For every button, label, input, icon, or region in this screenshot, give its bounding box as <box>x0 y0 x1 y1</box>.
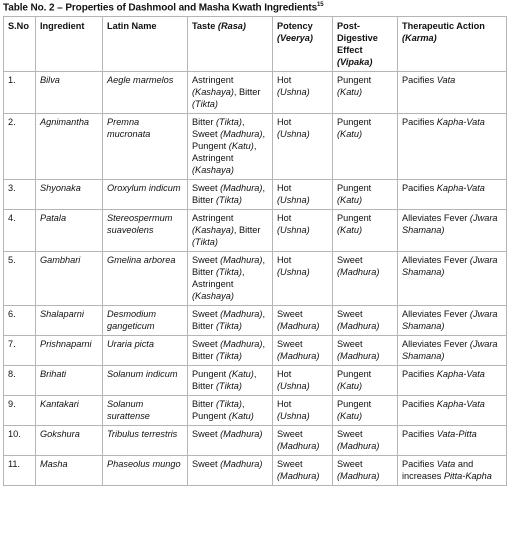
cell-latin-name: Aegle marmelos <box>103 72 188 114</box>
cell-therapeutic-action: Pacifies Vata and increases Pitta-Kapha <box>398 456 507 486</box>
cell-post-digestive: Pungent (Katu) <box>333 396 398 426</box>
cell-therapeutic-action: Alleviates Fever (Jwara Shamana) <box>398 306 507 336</box>
cell-latin-name: Desmodium gangeticum <box>103 306 188 336</box>
cell-potency: Sweet (Madhura) <box>273 306 333 336</box>
cell-post-digestive: Pungent (Katu) <box>333 210 398 252</box>
cell-latin-name: Tribulus terrestris <box>103 426 188 456</box>
cell-post-digestive: Sweet (Madhura) <box>333 456 398 486</box>
cell-therapeutic-action: Pacifies Vata-Pitta <box>398 426 507 456</box>
cell-sno: 7. <box>4 336 36 366</box>
table-row <box>4 306 507 336</box>
cell-latin-name: Premna mucronata <box>103 114 188 180</box>
cell-post-digestive: Sweet (Madhura) <box>333 306 398 336</box>
table-caption <box>3 2 324 13</box>
cell-post-digestive: Sweet (Madhura) <box>333 426 398 456</box>
header-post-digestive: Post-Digestive Effect (Vipaka) <box>333 17 398 72</box>
cell-latin-name: Solanum surattense <box>103 396 188 426</box>
cell-ingredient: Masha <box>36 456 103 486</box>
cell-potency: Sweet (Madhura) <box>273 336 333 366</box>
cell-therapeutic-action: Pacifies Vata <box>398 72 507 114</box>
cell-taste: Astringent (Kashaya), Bitter (Tikta) <box>188 72 273 114</box>
properties-table <box>3 16 507 486</box>
table-row <box>4 180 507 210</box>
cell-therapeutic-action: Alleviates Fever (Jwara Shamana) <box>398 252 507 306</box>
cell-sno: 3. <box>4 180 36 210</box>
table-row <box>4 252 507 306</box>
cell-post-digestive: Pungent (Katu) <box>333 114 398 180</box>
cell-therapeutic-action: Alleviates Fever (Jwara Shamana) <box>398 336 507 366</box>
cell-post-digestive: Pungent (Katu) <box>333 180 398 210</box>
table-row <box>4 336 507 366</box>
header-latin-name: Latin Name <box>103 17 188 72</box>
cell-potency: Hot (Ushna) <box>273 72 333 114</box>
cell-sno: 2. <box>4 114 36 180</box>
cell-therapeutic-action: Pacifies Kapha-Vata <box>398 366 507 396</box>
cell-latin-name: Solanum indicum <box>103 366 188 396</box>
header-potency: Potency (Veerya) <box>273 17 333 72</box>
cell-latin-name: Uraria picta <box>103 336 188 366</box>
cell-taste: Pungent (Katu), Bitter (Tikta) <box>188 366 273 396</box>
cell-taste: Bitter (Tikta), Pungent (Katu) <box>188 396 273 426</box>
cell-ingredient: Bilva <box>36 72 103 114</box>
cell-potency: Hot (Ushna) <box>273 252 333 306</box>
table-row <box>4 456 507 486</box>
header-therapeutic-action: Therapeutic Action (Karma) <box>398 17 507 72</box>
cell-taste: Sweet (Madhura), Bitter (Tikta), Astringent (Kashaya) <box>188 252 273 306</box>
header-taste: Taste (Rasa) <box>188 17 273 72</box>
table-row <box>4 396 507 426</box>
cell-sno: 6. <box>4 306 36 336</box>
cell-ingredient: Gambhari <box>36 252 103 306</box>
cell-potency: Hot (Ushna) <box>273 114 333 180</box>
cell-sno: 5. <box>4 252 36 306</box>
table-row <box>4 72 507 114</box>
table-row <box>4 366 507 396</box>
cell-latin-name: Stereospermum suaveolens <box>103 210 188 252</box>
cell-ingredient: Brihati <box>36 366 103 396</box>
cell-sno: 10. <box>4 426 36 456</box>
cell-taste: Astringent (Kashaya), Bitter (Tikta) <box>188 210 273 252</box>
cell-potency: Hot (Ushna) <box>273 180 333 210</box>
header-ingredient: Ingredient <box>36 17 103 72</box>
cell-ingredient: Gokshura <box>36 426 103 456</box>
header-sno: S.No <box>4 17 36 72</box>
table-row <box>4 114 507 180</box>
caption-text: Table No. 2 – Properties of Dashmool and Masha Kwath Ingredients <box>3 2 318 14</box>
cell-post-digestive: Pungent (Katu) <box>333 72 398 114</box>
table-row <box>4 210 507 252</box>
cell-taste: Bitter (Tikta), Sweet (Madhura), Pungent (Katu), Astringent (Kashaya) <box>188 114 273 180</box>
cell-potency: Hot (Ushna) <box>273 210 333 252</box>
header-row <box>4 17 507 72</box>
cell-potency: Sweet (Madhura) <box>273 456 333 486</box>
cell-therapeutic-action: Pacifies Kapha-Vata <box>398 114 507 180</box>
cell-latin-name: Phaseolus mungo <box>103 456 188 486</box>
cell-taste: Sweet (Madhura), Bitter (Tikta) <box>188 180 273 210</box>
cell-post-digestive: Pungent (Katu) <box>333 366 398 396</box>
cell-post-digestive: Sweet (Madhura) <box>333 252 398 306</box>
cell-sno: 11. <box>4 456 36 486</box>
cell-taste: Sweet (Madhura) <box>188 426 273 456</box>
cell-taste: Sweet (Madhura) <box>188 456 273 486</box>
cell-potency: Sweet (Madhura) <box>273 426 333 456</box>
table-row <box>4 426 507 456</box>
caption-reference: 15 <box>317 2 324 8</box>
cell-latin-name: Gmelina arborea <box>103 252 188 306</box>
cell-ingredient: Shalaparni <box>36 306 103 336</box>
cell-therapeutic-action: Alleviates Fever (Jwara Shamana) <box>398 210 507 252</box>
cell-latin-name: Oroxylum indicum <box>103 180 188 210</box>
cell-sno: 9. <box>4 396 36 426</box>
cell-potency: Hot (Ushna) <box>273 366 333 396</box>
cell-sno: 4. <box>4 210 36 252</box>
cell-taste: Sweet (Madhura), Bitter (Tikta) <box>188 306 273 336</box>
cell-ingredient: Kantakari <box>36 396 103 426</box>
cell-ingredient: Patala <box>36 210 103 252</box>
cell-sno: 1. <box>4 72 36 114</box>
cell-sno: 8. <box>4 366 36 396</box>
cell-therapeutic-action: Pacifies Kapha-Vata <box>398 180 507 210</box>
cell-therapeutic-action: Pacifies Kapha-Vata <box>398 396 507 426</box>
cell-ingredient: Agnimantha <box>36 114 103 180</box>
cell-taste: Sweet (Madhura), Bitter (Tikta) <box>188 336 273 366</box>
cell-ingredient: Prishnaparni <box>36 336 103 366</box>
cell-ingredient: Shyonaka <box>36 180 103 210</box>
table-body <box>4 72 507 486</box>
cell-potency: Hot (Ushna) <box>273 396 333 426</box>
cell-post-digestive: Sweet (Madhura) <box>333 336 398 366</box>
